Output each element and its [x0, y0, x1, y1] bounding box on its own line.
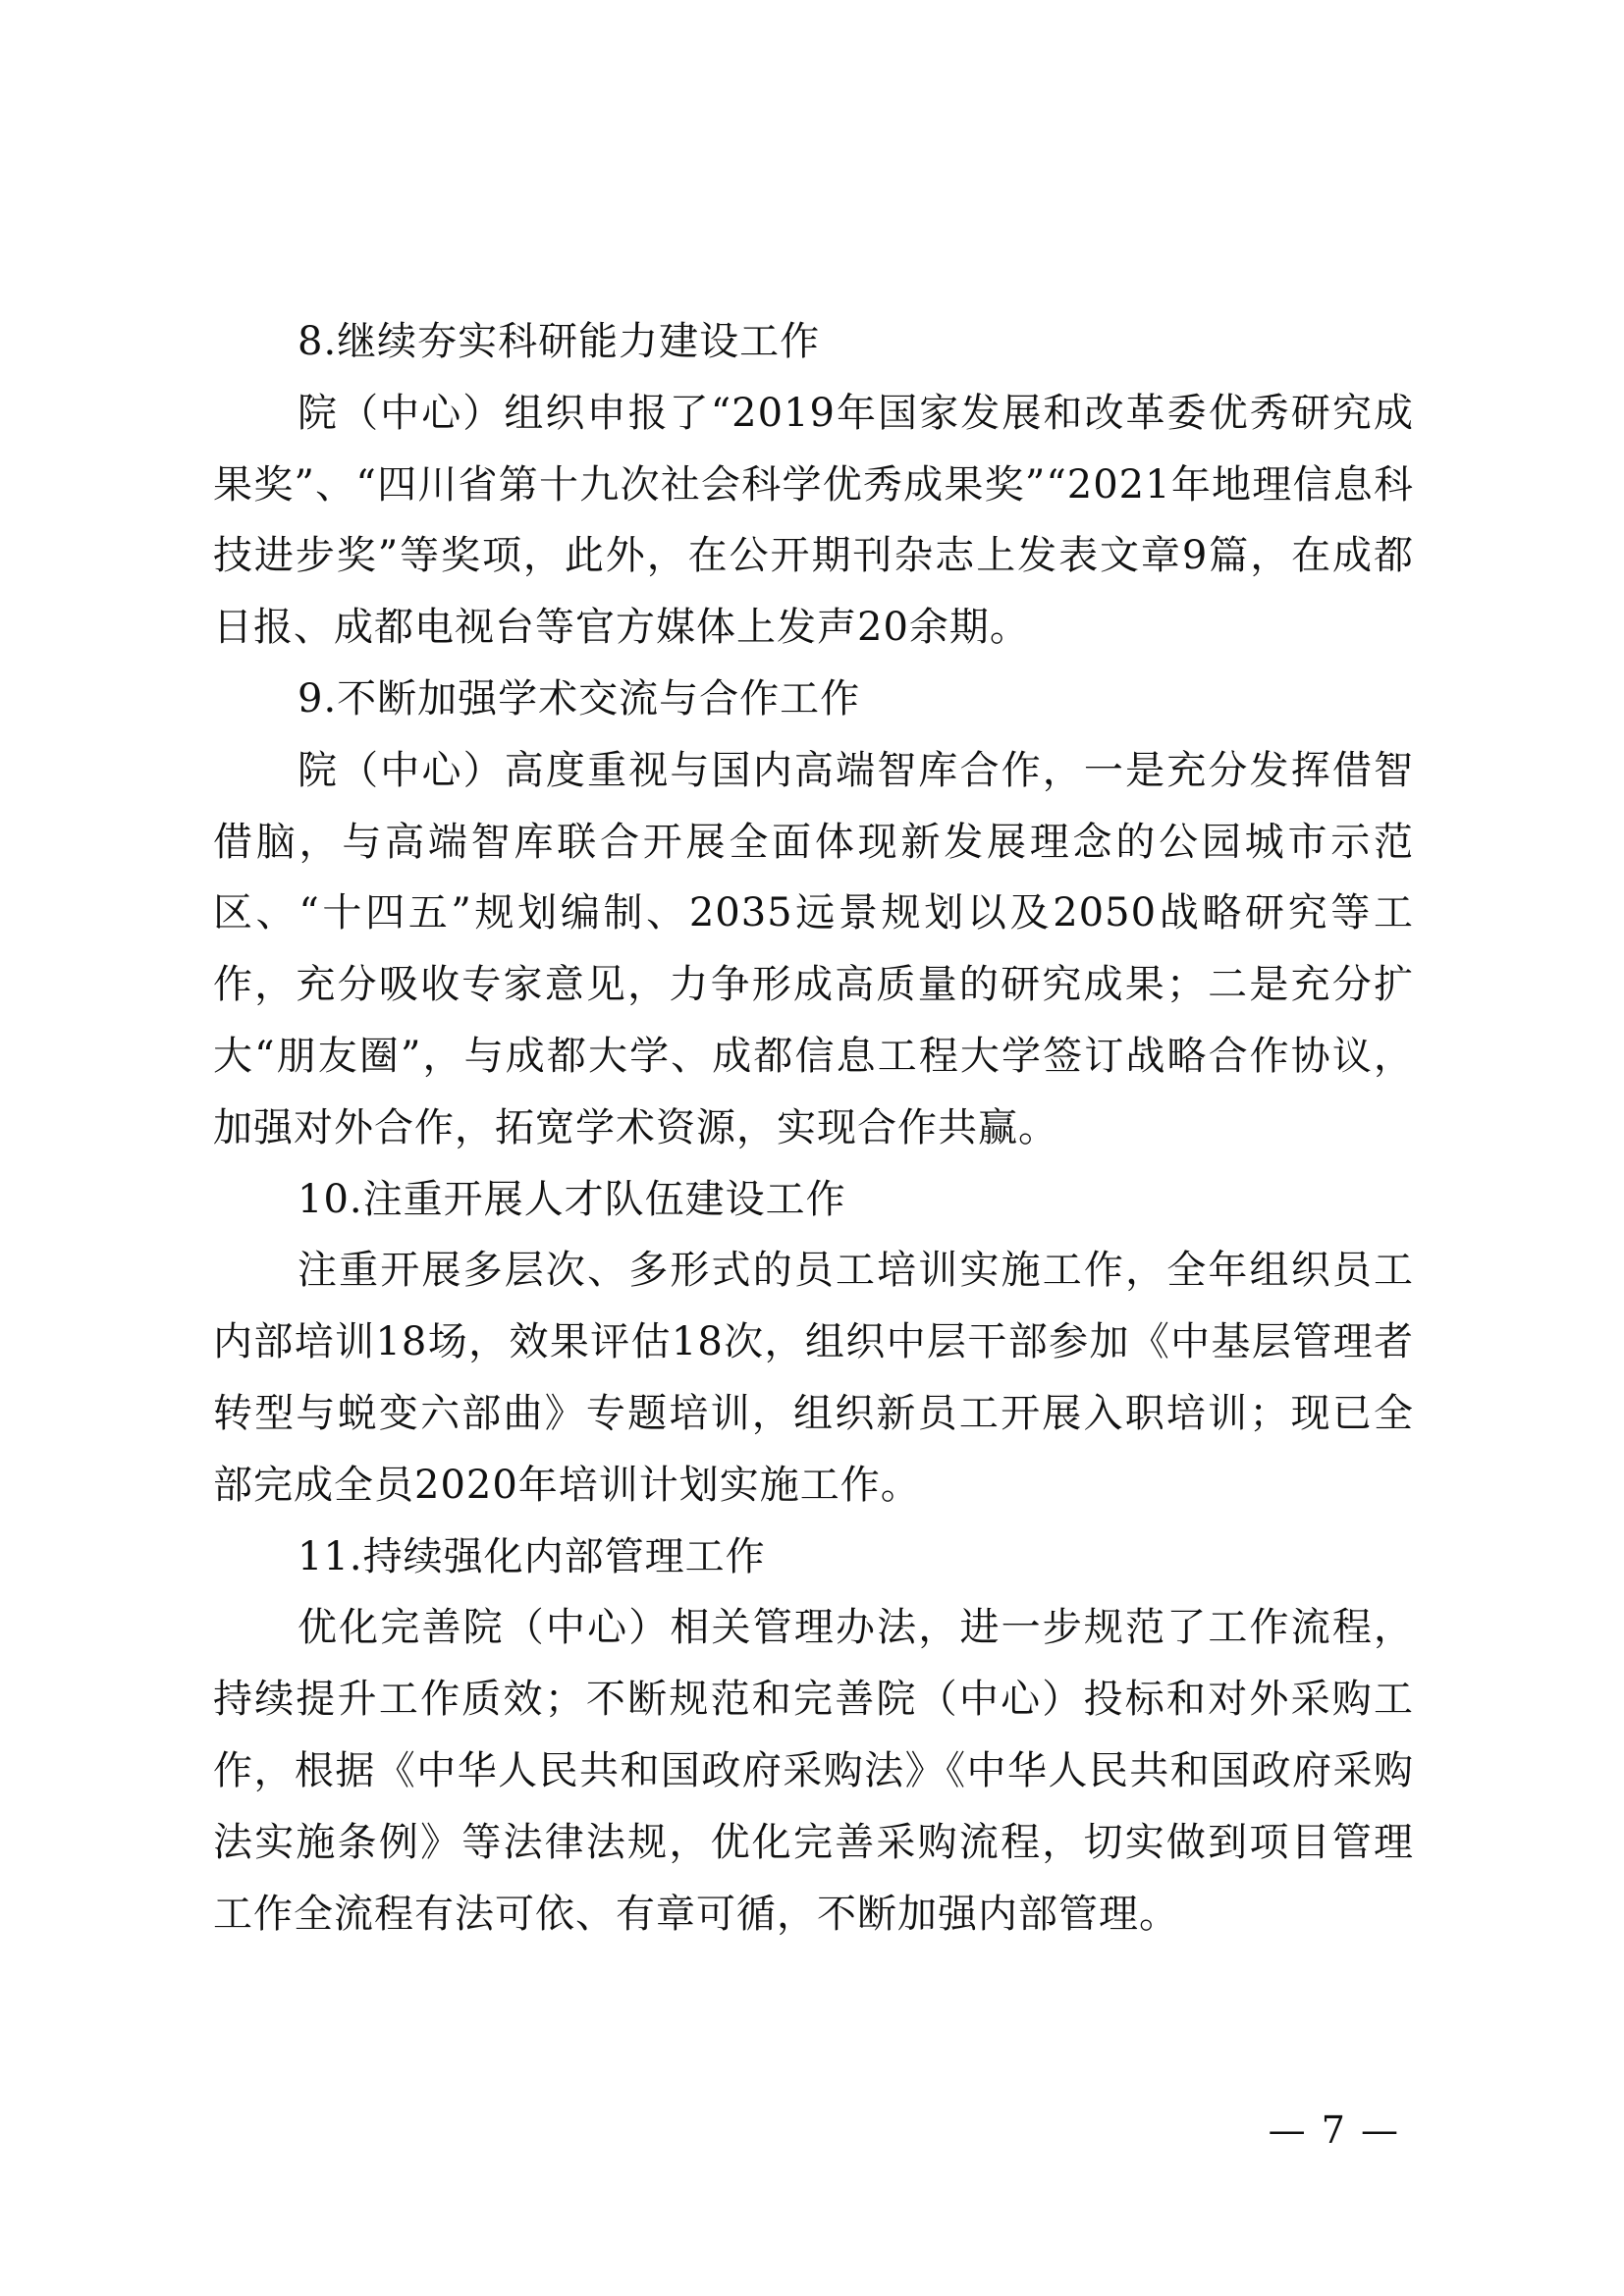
- section-11-heading: 11.持续强化内部管理工作: [298, 1533, 766, 1579]
- section-10-heading: 10.注重开展人才队伍建设工作: [298, 1176, 846, 1222]
- page-number: — 7 —: [1268, 2109, 1400, 2152]
- section-9-paragraph: 院（中心）高度重视与国内高端智库合作，一是充分发挥借智借脑，与高端智库联合开展全面体现新发展理念的公园城市示范区、“十四五”规划编制、2035远景规划以及2050战略研究等工作，充分吸收专家意见，力争形成高质量的研究成果；二是充分扩大“朋友圈”，与成都大学、成都信息工程大学签订战略合作协议，加强对外合作，拓宽学术资源，实现合作共赢。: [213, 747, 1414, 1150]
- section-11-paragraph: 优化完善院（中心）相关管理办法，进一步规范了工作流程，持续提升工作质效；不断规范和完善院（中心）投标和对外采购工作，根据《中华人民共和国政府采购法》《中华人民共和国政府采购法实施条例》等法律法规，优化完善采购流程，切实做到项目管理工作全流程有法可依、有章可循，不断加强内部管理。: [213, 1605, 1414, 1937]
- section-8-heading: 8.继续夯实科研能力建设工作: [298, 319, 821, 364]
- section-9-heading: 9.不断加强学术交流与合作工作: [298, 675, 861, 721]
- section-8-paragraph: 院（中心）组织申报了“2019年国家发展和改革委优秀研究成果奖”、“四川省第十九次社会科学优秀成果奖”“2021年地理信息科技进步奖”等奖项，此外，在公开期刊杂志上发表文章9篇，在成都日报、成都电视台等官方媒体上发声20余期。: [213, 390, 1414, 651]
- section-10-paragraph: 注重开展多层次、多形式的员工培训实施工作，全年组织员工内部培训18场，效果评估18次，组织中层干部参加《中基层管理者转型与蜕变六部曲》专题培训，组织新员工开展入职培训；现已全部完成全员2020年培训计划实施工作。: [213, 1248, 1414, 1508]
- document-body: [213, 306, 1414, 1949]
